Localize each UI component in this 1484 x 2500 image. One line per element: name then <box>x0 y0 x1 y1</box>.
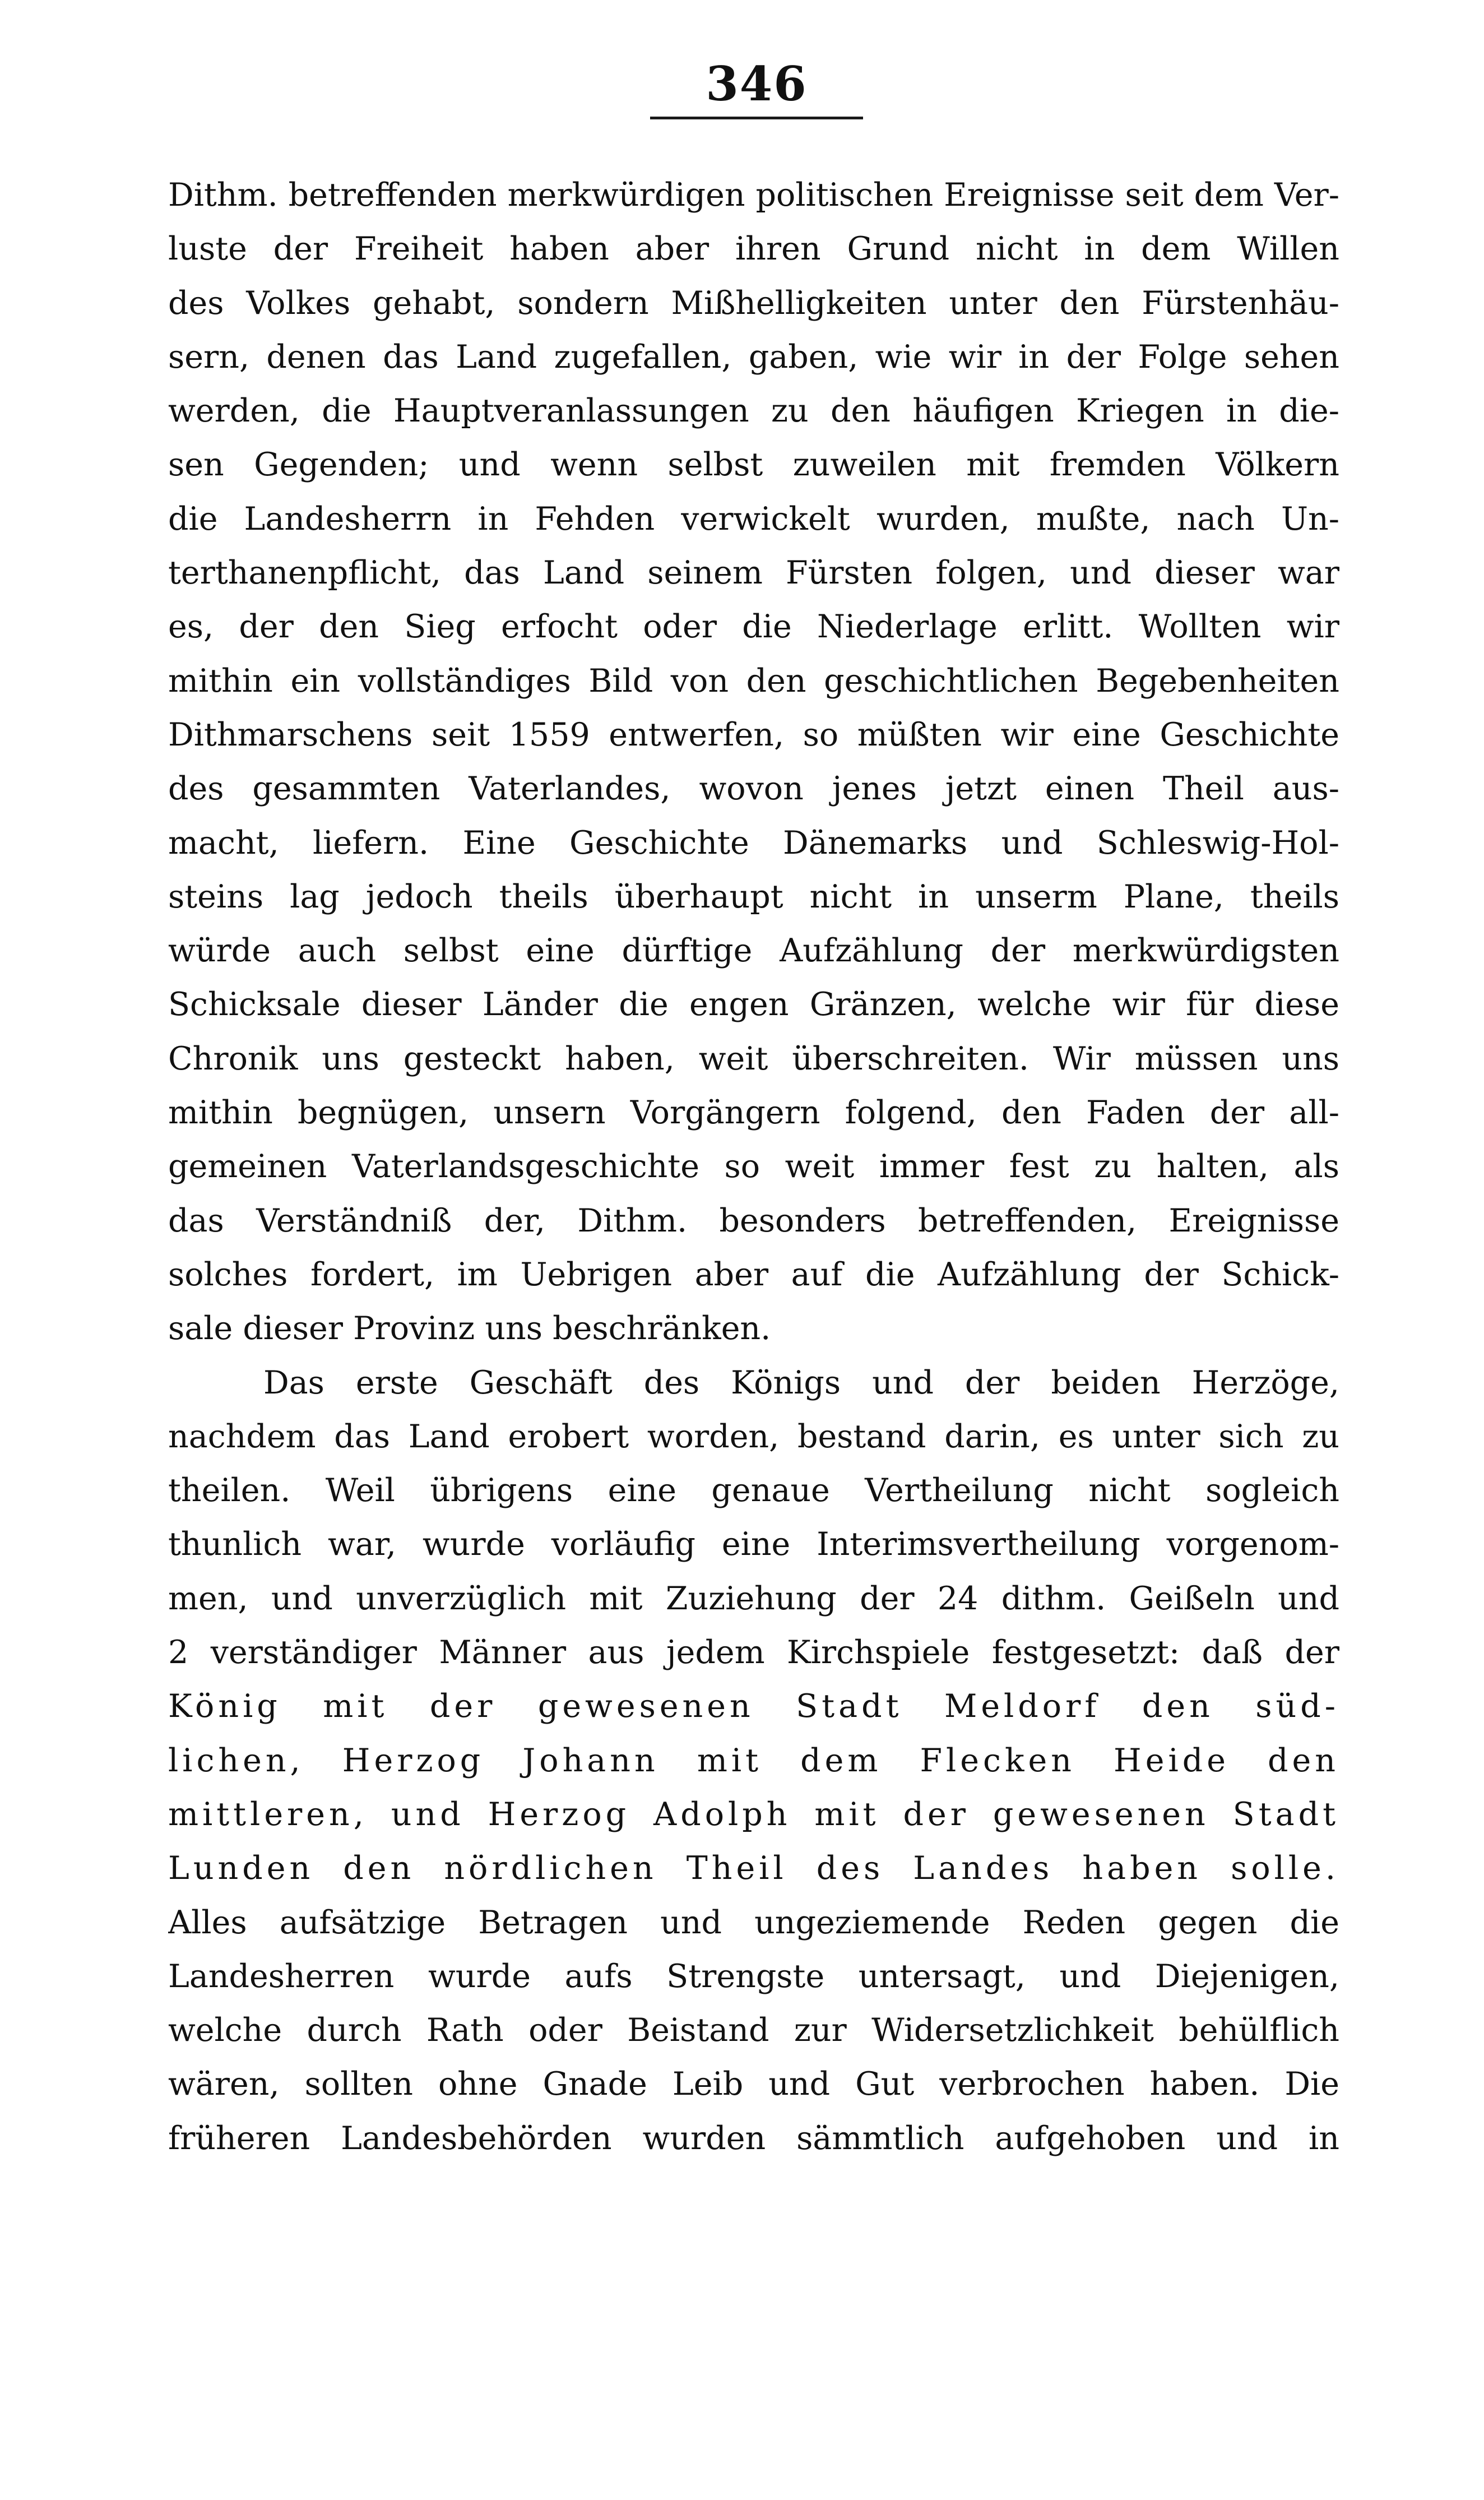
text-line: die Landesherrn in Fehden verwickelt wurden, mußte, nach Un- <box>168 500 1339 538</box>
text-line: Chronik uns gesteckt haben, weit überschreiten. Wir müssen uns <box>168 1040 1339 1077</box>
text-line: terthanenpflicht, das Land seinem Fürsten folgen, und dieser war <box>168 554 1339 592</box>
text-line: Das erste Geschäft des Königs und der beiden Herzöge, <box>263 1364 1339 1401</box>
text-line: mithin ein vollständiges Bild von den geschichtlichen Begebenheiten <box>168 662 1339 700</box>
text-line: Schicksale dieser Länder die engen Gränzen, welche wir für diese <box>168 986 1339 1024</box>
text-line: sale dieser Provinz uns beschränken. <box>168 1310 771 1348</box>
text-line: früheren Landesbehörden wurden sämmtlich aufgehoben und in <box>168 2119 1339 2157</box>
page-number: 346 <box>706 56 808 112</box>
text-line: Landesherren wurde aufs Strengste untersagt, und Diejenigen, <box>168 1957 1339 1995</box>
text-line: würde auch selbst eine dürftige Aufzählung der merkwürdigsten <box>168 932 1339 970</box>
text-line: theilen. Weil übrigens eine genaue Vertheilung nicht sogleich <box>168 1472 1339 1510</box>
text-line: wären, sollten ohne Gnade Leib und Gut verbrochen haben. Die <box>168 2066 1339 2103</box>
text-line: macht, liefern. Eine Geschichte Dänemarks und Schleswig-Hol- <box>168 824 1339 862</box>
text-line: thunlich war, wurde vorläufig eine Interimsvertheilung vorgenom- <box>168 1526 1339 1563</box>
text-line: des Volkes gehabt, sondern Mißhelligkeiten unter den Fürstenhäu- <box>168 284 1339 322</box>
text-line: es, der den Sieg erfocht oder die Niederlage erlitt. Wollten wir <box>168 608 1339 646</box>
text-line: König mit der gewesenen Stadt Meldorf den süd- <box>168 1688 1339 1725</box>
text-line: nachdem das Land erobert worden, bestand darin, es unter sich zu <box>168 1418 1339 1455</box>
text-line: sen Gegenden; und wenn selbst zuweilen mit fremden Völkern <box>168 446 1339 484</box>
text-line: welche durch Rath oder Beistand zur Widersetzlichkeit behülflich <box>168 2012 1339 2049</box>
text-line: mithin begnügen, unsern Vorgängern folgend, den Faden der all- <box>168 1094 1339 1132</box>
text-line: das Verständniß der, Dithm. besonders betreffenden, Ereignisse <box>168 1202 1339 1239</box>
text-line: werden, die Hauptveranlassungen zu den häufigen Kriegen in die- <box>168 392 1339 430</box>
text-line: steins lag jedoch theils überhaupt nicht in unserm Plane, theils <box>168 878 1339 915</box>
text-line: men, und unverzüglich mit Zuziehung der 24 dithm. Geißeln und <box>168 1580 1339 1617</box>
text-line: solches fordert, im Uebrigen aber auf die Aufzählung der Schick- <box>168 1256 1339 1293</box>
text-line: mittleren, und Herzog Adolph mit der gewesenen Stadt <box>168 1795 1339 1833</box>
text-line: des gesammten Vaterlandes, wovon jenes jetzt einen Theil aus- <box>168 770 1339 808</box>
body-text <box>168 168 1339 2165</box>
paragraph-1 <box>168 168 1339 1356</box>
text-line: 2 verständiger Männer aus jedem Kirchspiele festgesetzt: daß der <box>168 1634 1339 1672</box>
text-line: Lunden den nördlichen Theil des Landes haben solle. <box>168 1850 1339 1887</box>
text-line: gemeinen Vaterlandsgeschichte so weit immer fest zu halten, als <box>168 1148 1339 1186</box>
text-line: sern, denen das Land zugefallen, gaben, wie wir in der Folge sehen <box>168 338 1339 376</box>
header-rule <box>650 117 863 119</box>
text-line: Dithmarschens seit 1559 entwerfen, so müßten wir eine Geschichte <box>168 716 1339 753</box>
text-line: luste der Freiheit haben aber ihren Grund nicht in dem Willen <box>168 230 1339 268</box>
text-line: Alles aufsätzige Betragen und ungeziemende Reden gegen die <box>168 1904 1339 1941</box>
paragraph-2 <box>168 1356 1339 2165</box>
text-line: lichen, Herzog Johann mit dem Flecken Heide den <box>168 1742 1339 1779</box>
text-line: Dithm. betreffenden merkwürdigen politischen Ereignisse seit dem Ver- <box>168 177 1339 214</box>
